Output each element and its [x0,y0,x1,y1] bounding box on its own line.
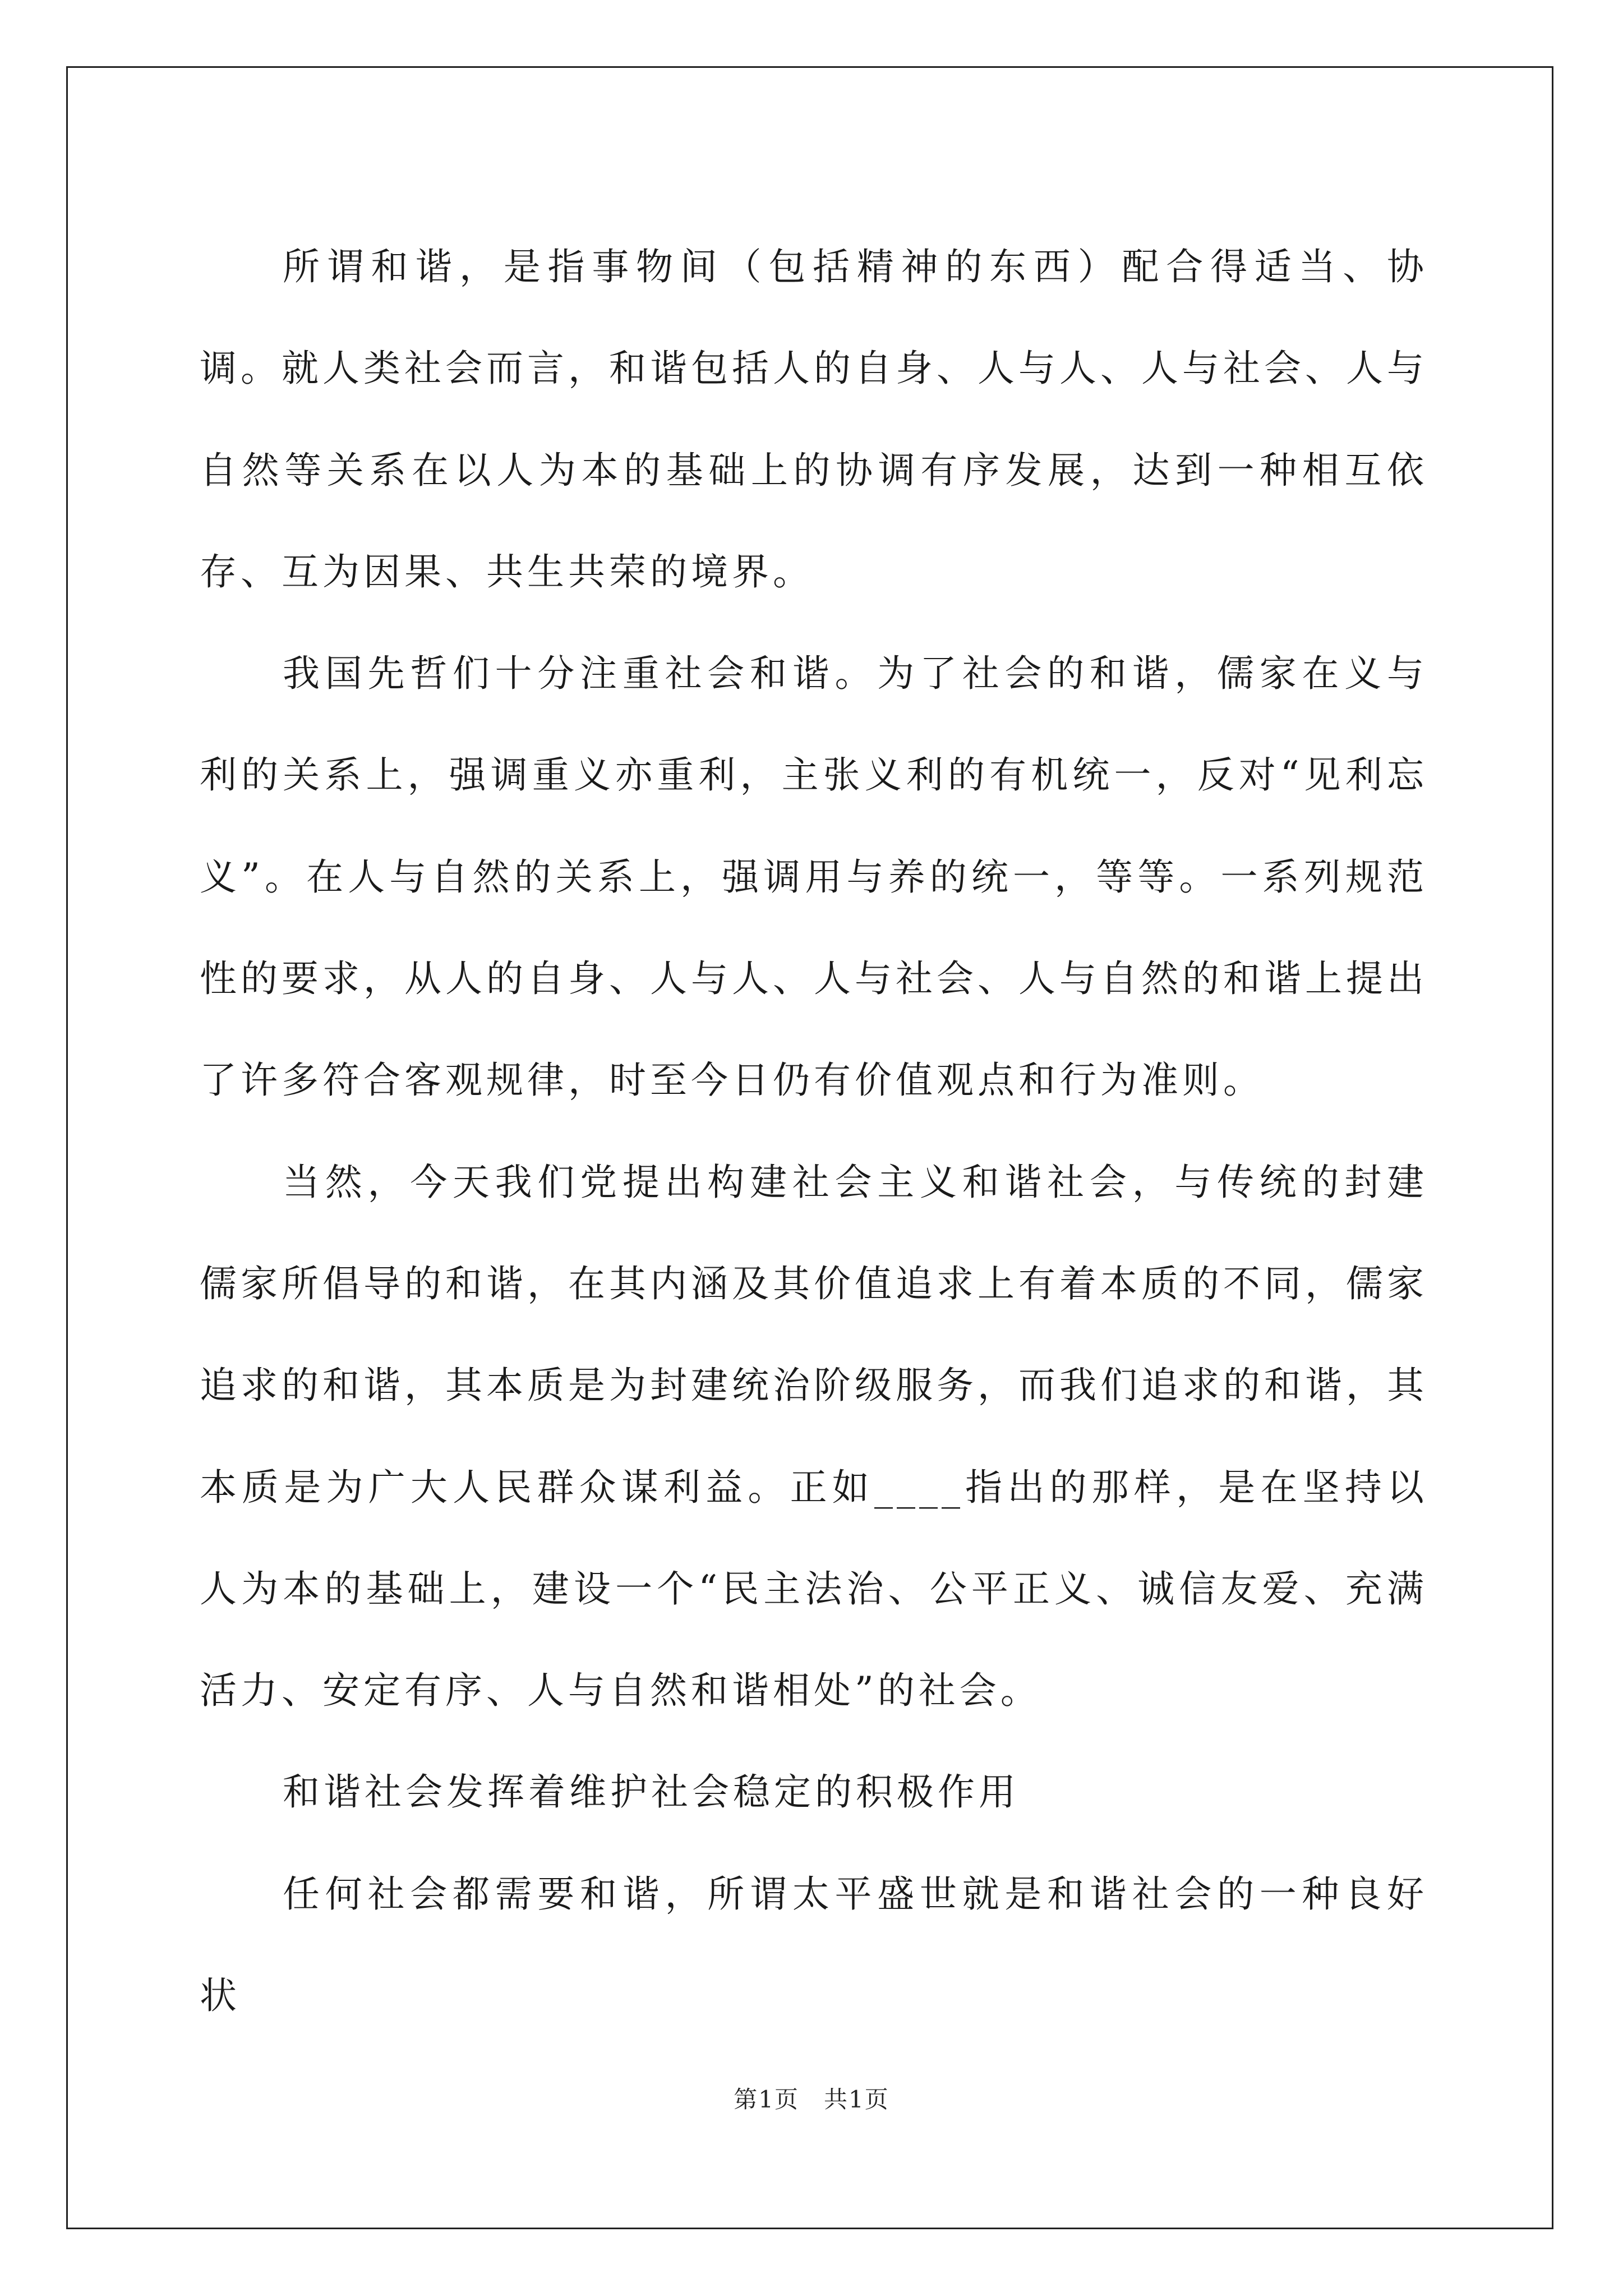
page-number-footer: 第1页 共1页 [734,2086,889,2113]
section-heading: 和谐社会发挥着维护社会稳定的积极作用 [283,1770,1020,1814]
paragraph-harmony-definition: 所谓和谐，是指事物间（包括精神的东西）配合得适当、协调。就人类社会而言，和谐包括人的自身、人与人、人与社会、人与自然等关系在以人为本的基础上的协调有序发展，达到一种相互依存、互为因果、共生共荣的境界。 [200,245,1428,593]
paragraph-stability: 任何社会都需要和谐，所谓太平盛世就是和谐社会的一种良好状 [200,1872,1428,2018]
document-body [200,216,1428,2046]
paragraph-socialist-harmony: 当然，今天我们党提出构建社会主义和谐社会，与传统的封建儒家所倡导的和谐，在其内涵及其价值追求上有着本质的不同，儒家追求的和谐，其本质是为封建统治阶级服务，而我们追求的和谐，其本质是为广大人民群众谋利益。正如____指出的那样，是在坚持以人为本的基础上，建设一个“民主法治、公平正义、诚信友爱、充满活力、安定有序、人与自然和谐相处”的社会。 [200,1160,1428,1713]
paragraph-ancient-sages: 我国先哲们十分注重社会和谐。为了社会的和谐，儒家在义与利的关系上，强调重义亦重利，主张义利的有机统一，反对“见利忘义”。在人与自然的关系上，强调用与养的统一，等等。一系列规范性的要求，从人的自身、人与人、人与社会、人与自然的和谐上提出了许多符合客观规律，时至今日仍有价值观点和行为准则。 [200,652,1428,1102]
